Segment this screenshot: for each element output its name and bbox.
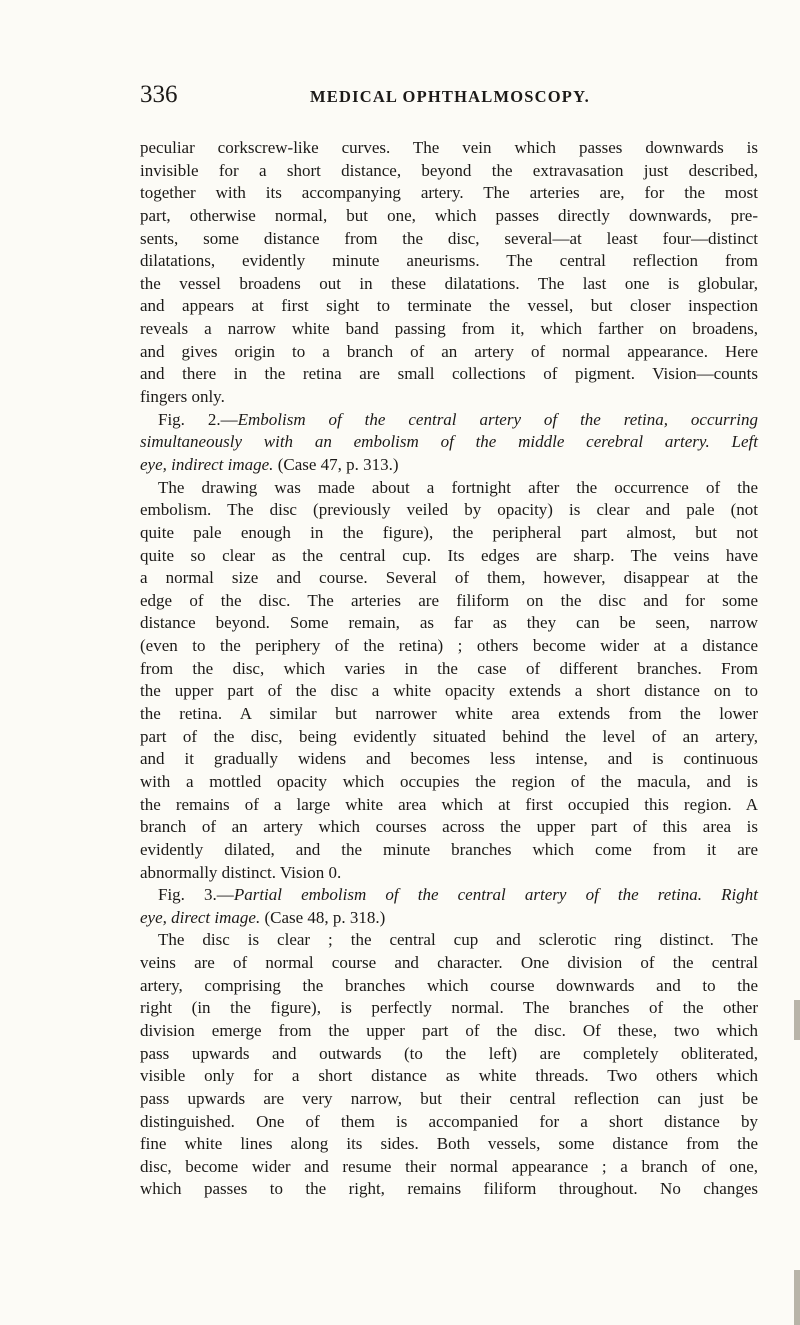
line-text: and there in the retina are small collections of pigment. Vision—counts (140, 364, 758, 384)
line-text: invisible for a short distance, beyond the extravasation just described, (140, 160, 758, 180)
line-text: (even to the periphery of the retina) ; others become wider at a distance (140, 636, 758, 656)
line-text: fine white lines along its sides. Both vessels, some distance from the (140, 1134, 758, 1154)
line-text: peculiar corkscrew-like curves. The vein which passes downwards is (140, 138, 758, 157)
line-text: pass upwards and outwards (to the left) are completely obliterated, (140, 1043, 758, 1063)
line-text: and appears at first sight to terminate the vessel, but closer inspection (140, 296, 758, 316)
text-line (140, 477, 758, 500)
line-text: (Case 47, p. 313.) (273, 454, 399, 474)
body-text (140, 137, 758, 1201)
text-line (140, 160, 758, 183)
italic-text: Partial embolism of the central artery of the retina. Right (233, 885, 758, 905)
line-text: quite pale enough in the figure), the peripheral part almost, but not (140, 522, 758, 542)
text-line (140, 907, 758, 930)
text-line (140, 250, 758, 273)
running-head: MEDICAL OPHTHALMOSCOPY. (309, 87, 590, 106)
text-line (140, 1133, 758, 1156)
text-line (140, 1020, 758, 1043)
line-text: the remains of a large white area which at first occupied this region. A (140, 794, 758, 814)
figure-caption-line (140, 409, 758, 432)
line-text: part of the disc, being evidently situated behind the level of an artery, (140, 726, 758, 746)
line-text: visible only for a short distance as white threads. Two others which (140, 1066, 758, 1086)
text-line (140, 1088, 758, 1111)
text-line (140, 771, 758, 794)
text-line (140, 386, 758, 409)
line-text: The disc is clear ; the central cup and sclerotic ring distinct. The (158, 930, 758, 950)
italic-text: eye, indirect image. (140, 454, 274, 474)
line-text: pass upwards are very narrow, but their central reflection can just be (140, 1088, 758, 1108)
page-edge-mark (794, 1000, 800, 1040)
text-line (140, 341, 758, 364)
text-line (140, 862, 758, 885)
line-text: abnormally distinct. Vision 0. (140, 862, 342, 882)
line-text: fingers only. (140, 387, 225, 407)
text-line (140, 680, 758, 703)
text-line (140, 1065, 758, 1088)
text-line (140, 499, 758, 522)
text-line (140, 205, 758, 228)
page-edge-mark (794, 1270, 800, 1325)
figure-label: Fig. 3.— (158, 885, 234, 905)
text-line (140, 295, 758, 318)
text-line (140, 748, 758, 771)
line-text: branch of an artery which courses across the upper part of this area is (140, 817, 758, 837)
text-line (140, 182, 758, 205)
text-line (140, 590, 758, 613)
text-line (140, 454, 758, 477)
text-line (140, 567, 758, 590)
text-line (140, 137, 758, 160)
line-text: which passes to the right, remains filiform throughout. No changes (140, 1179, 758, 1199)
line-text: the vessel broadens out in these dilatations. The last one is globular, (140, 273, 758, 293)
line-text: the retina. A similar but narrower white area extends from the lower (140, 704, 758, 724)
text-line (140, 1043, 758, 1066)
text-line (140, 431, 758, 454)
text-line (140, 635, 758, 658)
text-line (140, 816, 758, 839)
text-line (140, 612, 758, 635)
text-line (140, 363, 758, 386)
line-text: disc, become wider and resume their normal appearance ; a branch of one, (140, 1156, 758, 1176)
italic-text: eye, direct image. (140, 907, 261, 927)
text-line (140, 658, 758, 681)
text-line (140, 522, 758, 545)
text-line (140, 228, 758, 251)
line-text: The drawing was made about a fortnight after the occurrence of the (158, 477, 758, 497)
line-text: part, otherwise normal, but one, which passes directly downwards, pre- (140, 205, 758, 225)
figure-label: Fig. 2.— (158, 409, 238, 429)
line-text: sents, some distance from the disc, several—at least four—distinct (140, 228, 758, 248)
text-line (140, 975, 758, 998)
figure-caption-line (140, 884, 758, 907)
line-text: the upper part of the disc a white opacity extends a short distance on to (140, 681, 758, 701)
text-line (140, 839, 758, 862)
text-line (140, 952, 758, 975)
line-text: from the disc, which varies in the case of different branches. From (140, 658, 758, 678)
line-text: veins are of normal course and character. One division of the central (140, 953, 758, 973)
line-text: together with its accompanying artery. The arteries are, for the most (140, 183, 758, 203)
line-text: and gives origin to a branch of an artery of normal appearance. Here (140, 341, 758, 361)
line-text: and it gradually widens and becomes less intense, and is continuous (140, 749, 758, 769)
text-line (140, 794, 758, 817)
line-text: quite so clear as the central cup. Its edges are sharp. The veins have (140, 545, 758, 565)
text-line (140, 1178, 758, 1201)
line-text: artery, comprising the branches which course downwards and to the (140, 975, 758, 995)
text-line (140, 545, 758, 568)
line-text: embolism. The disc (previously veiled by opacity) is clear and pale (not (140, 500, 758, 520)
line-text: division emerge from the upper part of the disc. Of these, two which (140, 1020, 758, 1040)
line-text: with a mottled opacity which occupies the region of the macula, and is (140, 771, 758, 791)
text-line (140, 929, 758, 952)
text-line (140, 1156, 758, 1179)
italic-text: Embolism of the central artery of the retina, occurring (237, 409, 758, 429)
text-line (140, 726, 758, 749)
text-line (140, 273, 758, 296)
line-text: reveals a narrow white band passing from it, which farther on broadens, (140, 319, 758, 339)
text-line (140, 318, 758, 341)
line-text: right (in the figure), is perfectly normal. The branches of the other (140, 998, 758, 1018)
line-text: distinguished. One of them is accompanied for a short distance by (140, 1111, 758, 1131)
text-line (140, 1111, 758, 1134)
line-text: distance beyond. Some remain, as far as they can be seen, narrow (140, 613, 758, 633)
text-line (140, 997, 758, 1020)
line-text: evidently dilated, and the minute branches which come from it are (140, 839, 758, 859)
line-text: (Case 48, p. 318.) (260, 907, 386, 927)
line-text: edge of the disc. The arteries are filiform on the disc and for some (140, 590, 758, 610)
page-header (140, 80, 760, 116)
italic-text: simultaneously with an embolism of the middle cerebral artery. Left (140, 432, 758, 452)
text-line (140, 703, 758, 726)
line-text: dilatations, evidently minute aneurisms. The central reflection from (140, 251, 758, 271)
page-number: 336 (140, 81, 178, 108)
line-text: a normal size and course. Several of them, however, disappear at the (140, 568, 758, 588)
